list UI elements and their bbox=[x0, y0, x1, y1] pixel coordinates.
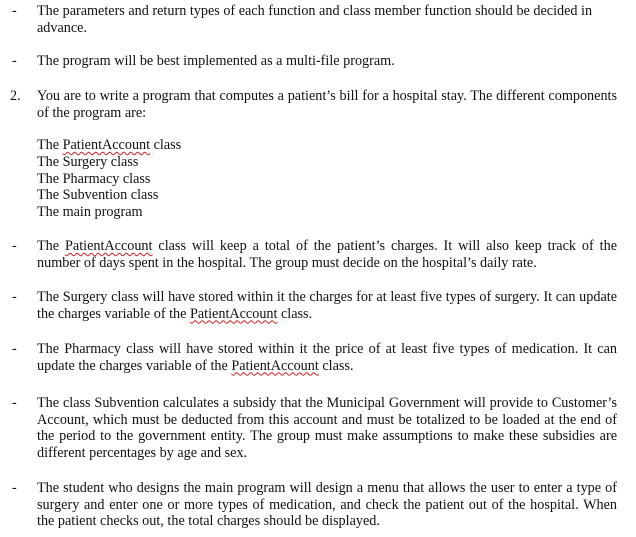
component-item: The Pharmacy class bbox=[37, 170, 151, 187]
bullet-marker: - bbox=[12, 395, 17, 411]
spellcheck-word: PatientAccount bbox=[189, 305, 278, 322]
spellcheck-word: PatientAccount bbox=[65, 238, 153, 254]
detail-text: The class Subvention calculates a subsidy that the Municipal Government will provide to Customer’s Account, which must be deducted from this account and must be totalized to be loaded at the end of the period to the government entity. The group must make assumptions to make these subsidies are different percentages by age and sex. bbox=[37, 395, 617, 461]
question-text: You are to write a program that computes a patient’s bill for a hospital stay. The different components of the program are: bbox=[37, 88, 617, 121]
component-item: The Subvention class bbox=[37, 187, 159, 204]
bullet-marker: - bbox=[12, 480, 17, 496]
spellcheck-word: PatientAccount bbox=[62, 137, 151, 153]
component-item: The Surgery class bbox=[37, 153, 139, 170]
question-number: 2. bbox=[10, 88, 21, 104]
bullet-text: The program will be best implemented as a multi-file program. bbox=[37, 53, 395, 69]
bullet-marker: - bbox=[12, 3, 17, 19]
bullet-marker: - bbox=[12, 53, 17, 69]
component-list bbox=[37, 137, 437, 221]
component-item: The main program bbox=[37, 204, 143, 221]
detail-text: The student who designs the main program will design a menu that allows the user to enter a type of surgery and enter one or more types of medication, and check the patient out of the hospital. When the patient checks out, the total charges should be displayed. bbox=[37, 480, 617, 529]
detail-text: The Surgery class will have stored within it the charges for at least five types of surgery. It can update the charges variable of the PatientAccount class. bbox=[37, 289, 617, 322]
detail-text: The PatientAccount class will keep a total of the patient’s charges. It will also keep track of the number of days spent in the hospital. The group must decide on the hospital’s daily rate. bbox=[37, 238, 617, 271]
bullet-marker: - bbox=[12, 289, 17, 305]
bullet-marker: - bbox=[12, 238, 17, 254]
component-item: The PatientAccount class bbox=[37, 137, 182, 153]
spellcheck-word: PatientAccount bbox=[231, 357, 319, 374]
detail-text: The Pharmacy class will have stored within it the price of at least five types of medication. It can update the charges variable of the PatientAccount class. bbox=[37, 341, 617, 374]
bullet-marker: - bbox=[12, 341, 17, 357]
bullet-text: The parameters and return types of each function and class member function should be decided in advance. bbox=[37, 3, 593, 36]
